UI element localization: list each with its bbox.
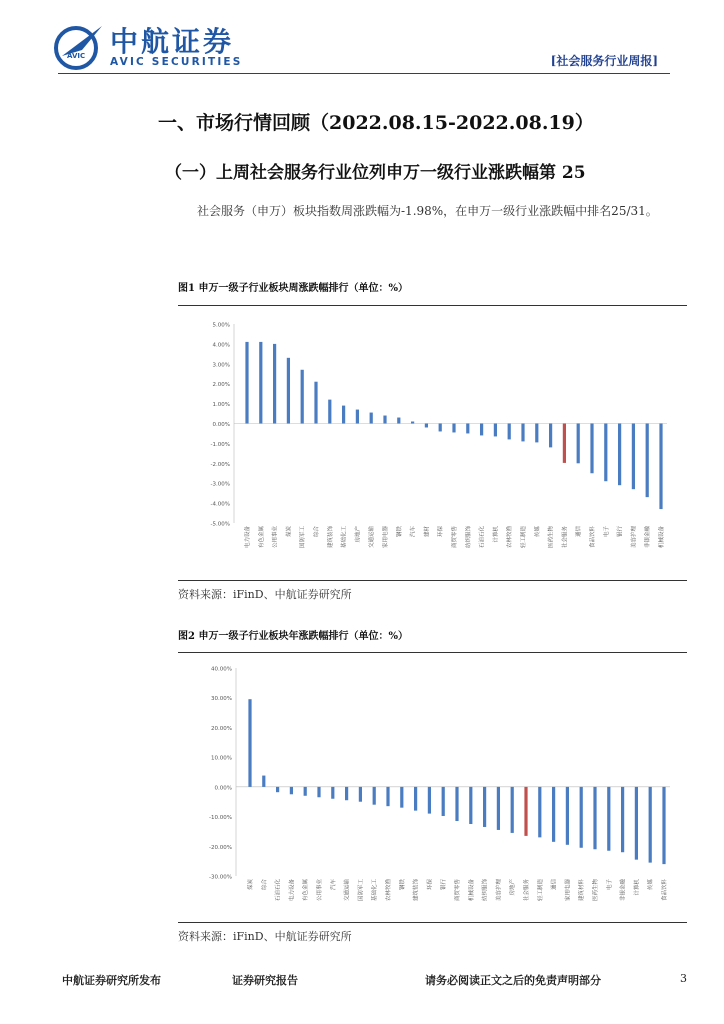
x-category-label: 机械设备 [659, 526, 665, 549]
chart-bar [400, 787, 403, 808]
y-tick-label: 5.00% [212, 322, 230, 329]
chart-bar [345, 787, 348, 800]
x-category-label: 综合 [314, 526, 320, 538]
chart-bar [524, 787, 527, 836]
chart-bar [483, 787, 486, 827]
chart-bar [317, 787, 320, 797]
x-category-label: 通信 [576, 526, 583, 538]
y-tick-label: 0.00% [212, 422, 230, 428]
x-category-label: 基础化工 [372, 879, 379, 902]
chart-bar [314, 382, 317, 424]
section-heading: 一、市场行情回顾（2022.08.15-2022.08.19） [158, 112, 594, 134]
footer-publisher: 中航证券研究所发布 [62, 974, 161, 987]
x-category-label: 房地产 [355, 526, 362, 543]
x-category-label: 有色金属 [258, 526, 265, 549]
x-category-label: 食品饮料 [662, 879, 668, 902]
logo-name: 中航证券 [110, 25, 235, 58]
x-category-label: 交通运输 [369, 526, 376, 549]
chart-bar [328, 400, 331, 424]
chart-bar [428, 787, 431, 814]
x-category-label: 建材 [424, 526, 431, 538]
y-tick-label: -5.00% [210, 521, 230, 528]
x-category-label: 环保 [438, 526, 445, 538]
x-category-label: 有色金属 [303, 879, 310, 902]
chart-bar [425, 424, 428, 428]
x-category-label: 食品饮料 [590, 526, 596, 549]
x-category-label: 计算机 [493, 526, 500, 543]
chart-bar [386, 787, 389, 806]
chart-bar [469, 787, 472, 824]
x-category-label: 煤炭 [248, 879, 254, 891]
x-category-label: 社会服务 [562, 526, 569, 549]
chart-bar [566, 787, 569, 845]
chart-bar [248, 699, 251, 787]
x-category-label: 社会服务 [524, 879, 530, 902]
x-category-label: 公用事业 [272, 526, 279, 549]
x-category-label: 农林牧渔 [507, 526, 514, 549]
chart-bar [635, 787, 638, 860]
chart-bar [370, 413, 373, 424]
figure1-title: 图1 申万一级子行业板块周涨跌幅排行（单位：%） [178, 283, 408, 294]
y-tick-label: 40.00% [211, 666, 232, 673]
x-category-label: 商贸零售 [455, 879, 461, 902]
chart-bar [290, 787, 293, 794]
chart-bar [452, 424, 455, 433]
chart-bar [466, 424, 469, 434]
x-category-label: 电子 [603, 526, 610, 538]
y-tick-label: -3.00% [210, 481, 230, 488]
chart-bar [604, 424, 607, 482]
x-category-label: 医药生物 [593, 879, 599, 902]
chart-bar [549, 424, 552, 448]
y-tick-label: -20.00% [209, 844, 232, 851]
x-category-label: 石油石化 [479, 526, 486, 549]
x-category-label: 交通运输 [344, 879, 351, 902]
chart-bar [383, 416, 386, 424]
chart-bar [301, 370, 304, 424]
x-category-label: 纺织服饰 [482, 879, 489, 902]
x-category-label: 钢铁 [399, 879, 406, 891]
x-category-label: 非银金融 [645, 526, 652, 549]
chart-bar [259, 342, 262, 424]
x-category-label: 非银金融 [620, 879, 627, 902]
chart-bar [245, 342, 248, 424]
x-category-label: 美容护理 [496, 879, 503, 902]
avic-wing-icon [52, 20, 106, 72]
y-tick-label: -30.00% [209, 874, 232, 881]
x-category-label: 煤炭 [286, 526, 293, 538]
x-category-label: 建筑装饰 [413, 879, 420, 902]
chart-bar [304, 787, 307, 796]
x-category-label: 综合 [261, 879, 268, 891]
chart-bar [662, 787, 665, 864]
chart-bar [342, 406, 345, 424]
x-category-label: 环保 [427, 879, 434, 891]
page-number: 3 [680, 972, 687, 985]
chart-bar [262, 776, 265, 787]
x-category-label: 家用电器 [565, 879, 572, 902]
chart-bar [276, 787, 279, 792]
footer-report-type: 证券研究报告 [232, 974, 298, 987]
chart-bar [508, 424, 511, 440]
chart-bar [414, 787, 417, 811]
y-tick-label: 1.00% [212, 402, 230, 409]
x-category-label: 传媒 [648, 879, 655, 891]
subsection-heading: （一）上周社会服务行业位列申万一级行业涨跌幅第 25 [165, 163, 586, 183]
chart-bar [411, 422, 414, 424]
logo-subtitle: AVIC SECURITIES [110, 56, 243, 68]
x-category-label: 国防军工 [358, 879, 365, 902]
x-category-label: 传媒 [534, 526, 541, 538]
chart-bar [494, 424, 497, 437]
chart-bar [649, 787, 652, 863]
x-category-label: 家用电器 [383, 526, 389, 549]
x-category-label: 轻工制造 [521, 526, 527, 549]
x-category-label: 电子 [606, 879, 613, 891]
chart-bar [442, 787, 445, 816]
chart-bar [618, 424, 621, 486]
x-category-label: 公用事业 [317, 879, 323, 902]
chart-bar [621, 787, 624, 852]
chart-bar [439, 424, 442, 432]
y-tick-label: 10.00% [211, 755, 232, 762]
x-category-label: 建筑装饰 [327, 526, 334, 549]
x-category-label: 医药生物 [548, 526, 555, 549]
figure1-bottom-rule [178, 580, 687, 581]
figure2-bar-chart [178, 657, 687, 919]
report-type-tag: [社会服务行业周报] [550, 54, 658, 68]
figure2-title: 图2 申万一级子行业板块年涨跌幅排行（单位：%） [178, 631, 408, 642]
x-category-label: 农林牧渔 [386, 879, 392, 902]
chart-bar [593, 787, 596, 849]
y-tick-label: -10.00% [209, 815, 232, 822]
chart-bar [455, 787, 458, 821]
y-tick-label: 2.00% [212, 382, 230, 389]
x-category-label: 通信 [551, 879, 558, 891]
x-category-label: 计算机 [634, 879, 641, 896]
y-tick-label: -1.00% [210, 441, 230, 448]
chart-bar [480, 424, 483, 436]
y-tick-label: 0.00% [214, 785, 232, 792]
x-category-label: 电力设备 [289, 879, 296, 902]
chart-bar [273, 344, 276, 424]
x-category-label: 纺织服饰 [465, 526, 472, 549]
figure1-top-rule [178, 305, 687, 306]
x-category-label: 轻工制造 [537, 879, 544, 902]
chart-bar [287, 358, 290, 424]
x-category-label: 银行 [441, 879, 448, 891]
x-category-label: 汽车 [330, 879, 337, 891]
figure1-bar-chart [178, 310, 687, 578]
chart-bar [359, 787, 362, 802]
figure2-top-rule [178, 652, 687, 653]
chart-bar [632, 424, 635, 490]
chart-bar [521, 424, 524, 442]
body-paragraph: 社会服务（申万）板块指数周涨跌幅为-1.98%，在申万一级行业涨跌幅中排名25/31。 [197, 204, 658, 218]
y-tick-label: 20.00% [211, 725, 232, 732]
company-logo [52, 20, 257, 72]
logo-mark-text: AVIC [67, 52, 86, 60]
x-category-label: 国防军工 [300, 526, 307, 549]
chart-bar [552, 787, 555, 842]
chart-bar [659, 424, 662, 510]
chart-bar [331, 787, 334, 799]
chart-bar [590, 424, 593, 474]
x-category-label: 美容护理 [631, 526, 638, 549]
y-tick-label: -2.00% [210, 461, 230, 468]
chart-bar [373, 787, 376, 805]
y-tick-label: -4.00% [210, 501, 230, 508]
x-category-label: 建筑材料 [579, 879, 586, 902]
x-category-label: 房地产 [510, 879, 517, 896]
chart-bar [563, 424, 566, 463]
x-category-label: 商贸零售 [452, 526, 458, 549]
chart-bar [356, 410, 359, 424]
chart-bar [511, 787, 514, 833]
y-tick-label: 3.00% [212, 362, 230, 369]
x-category-label: 银行 [617, 526, 624, 538]
chart-bar [497, 787, 500, 830]
chart-bar [577, 424, 580, 464]
x-category-label: 汽车 [410, 526, 417, 538]
header-divider [58, 73, 670, 74]
x-category-label: 机械设备 [468, 879, 475, 902]
figure2-source: 资料来源：iFinD、中航证券研究所 [178, 930, 352, 943]
chart-bar [646, 424, 649, 498]
y-tick-label: 4.00% [212, 342, 230, 349]
chart-bar [580, 787, 583, 848]
x-category-label: 电力设备 [245, 526, 251, 549]
x-category-label: 基础化工 [341, 526, 348, 549]
x-category-label: 钢铁 [396, 526, 403, 538]
chart-bar [607, 787, 610, 851]
figure1-source: 资料来源：iFinD、中航证券研究所 [178, 588, 352, 601]
x-category-label: 石油石化 [275, 879, 282, 902]
chart-bar [397, 418, 400, 424]
y-tick-label: 30.00% [211, 696, 232, 703]
footer-disclaimer: 请务必阅读正文之后的免责声明部分 [425, 974, 601, 987]
chart-bar [535, 424, 538, 443]
chart-bar [538, 787, 541, 838]
figure2-bottom-rule [178, 922, 687, 923]
